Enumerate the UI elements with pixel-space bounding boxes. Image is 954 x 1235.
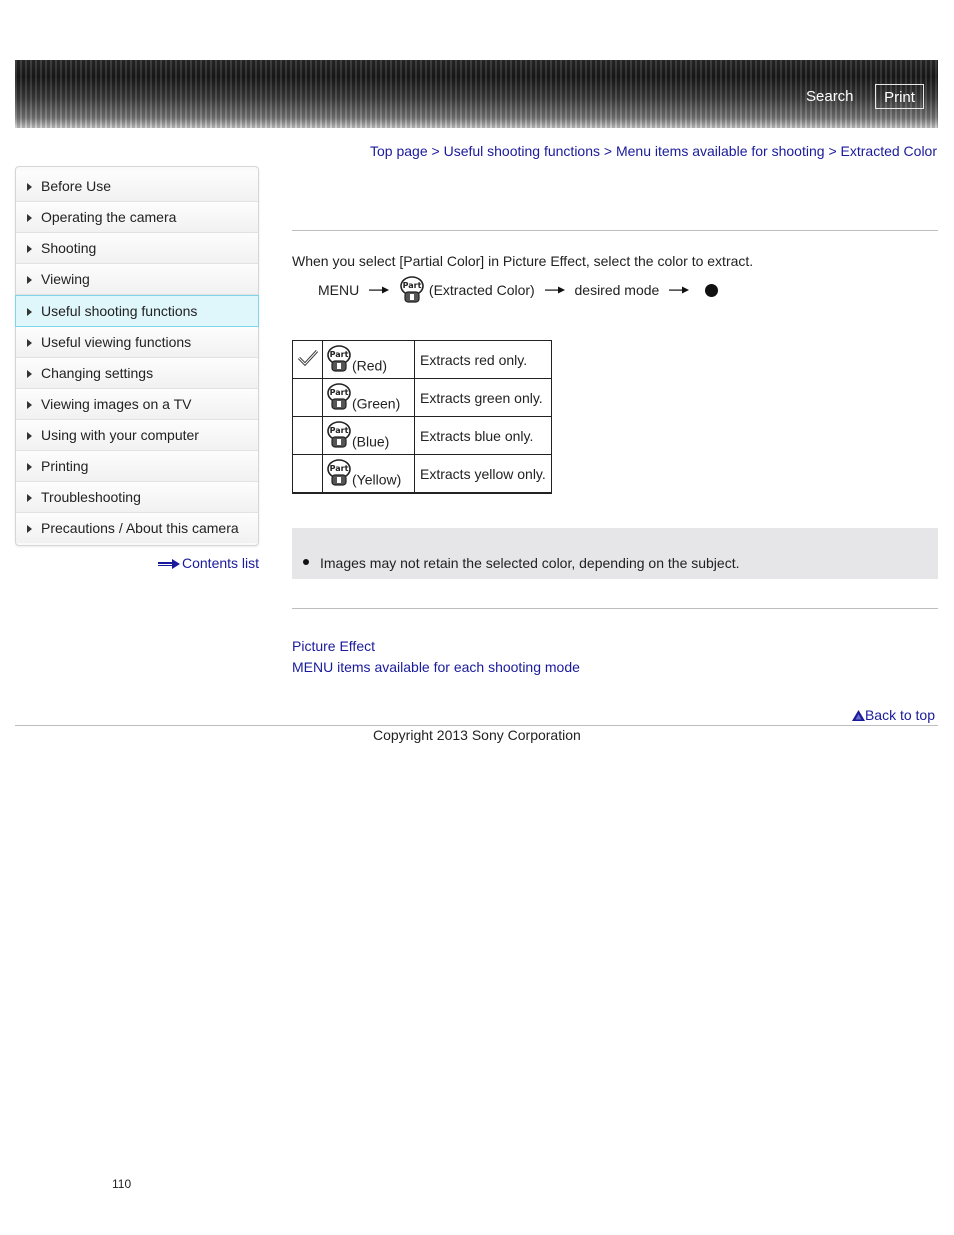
nav-arrow-icon	[27, 463, 32, 471]
sidebar-item-label: Changing settings	[41, 365, 154, 381]
related-link-picture-effect[interactable]: Picture Effect	[292, 638, 376, 654]
sidebar-item-operating[interactable]	[16, 202, 258, 233]
nav-arrow-icon	[27, 308, 32, 316]
default-mark-cell	[293, 455, 323, 494]
table-row	[293, 379, 552, 417]
sidebar-item-before-use[interactable]	[16, 171, 258, 202]
sidebar-item-viewing[interactable]	[16, 264, 258, 295]
sidebar-item-viewing-tv[interactable]	[16, 389, 258, 420]
intro-text: When you select [Partial Color] in Picture Effect, select the color to extract.	[292, 253, 754, 269]
sidebar-item-computer[interactable]	[16, 420, 258, 451]
mode-desc-cell: Extracts blue only.	[415, 417, 552, 455]
part-color-icon	[326, 459, 352, 487]
page-number: 110	[112, 1177, 132, 1191]
breadcrumb-separator: >	[828, 143, 837, 159]
nav-arrow-icon	[27, 494, 32, 502]
mode-desc-cell: Extracts red only.	[415, 341, 552, 379]
sidebar-item-printing[interactable]	[16, 451, 258, 482]
sidebar-item-useful-shooting[interactable]	[15, 295, 259, 327]
part-color-icon	[326, 421, 352, 449]
svg-text:Part: Part	[329, 388, 349, 398]
svg-text:Part: Part	[329, 464, 349, 474]
breadcrumb-separator: >	[431, 143, 440, 159]
menu-label: MENU	[318, 282, 360, 298]
menu-steps	[318, 276, 718, 316]
sidebar-item-label: Using with your computer	[41, 427, 199, 443]
execute-dot-icon	[705, 284, 718, 297]
sidebar-item-label: Useful viewing functions	[41, 334, 192, 350]
sidebar-item-label: Printing	[41, 458, 89, 474]
contents-list-link[interactable]	[158, 555, 259, 571]
mode-name: (Blue)	[352, 433, 390, 450]
copyright: Copyright 2013 Sony Corporation	[373, 727, 581, 743]
nav-arrow-icon	[27, 214, 32, 222]
bullet-icon	[303, 559, 309, 565]
contents-list-label: Contents list	[182, 555, 260, 571]
right-arrow-icon	[669, 286, 689, 294]
extracted-color-label: (Extracted Color)	[428, 282, 535, 298]
breadcrumb-top-page[interactable]: Top page	[370, 143, 428, 159]
mode-name: (Red)	[352, 357, 388, 374]
table-row	[293, 417, 552, 455]
sidebar-item-label: Before Use	[41, 178, 112, 194]
table-row	[293, 455, 552, 494]
nav-arrow-icon	[27, 401, 32, 409]
svg-text:Part: Part	[329, 426, 349, 436]
breadcrumb-useful-shooting[interactable]: Useful shooting functions	[443, 143, 601, 159]
nav-arrow-icon	[27, 339, 32, 347]
part-color-icon	[326, 383, 352, 411]
contents-list-arrow-icon	[158, 559, 180, 569]
sidebar-item-label: Viewing images on a TV	[41, 396, 192, 412]
nav-arrow-icon	[27, 183, 32, 191]
mode-name-cell	[323, 341, 415, 379]
sidebar-item-changing-settings[interactable]	[16, 358, 258, 389]
desired-mode-label: desired mode	[574, 282, 660, 298]
right-arrow-icon	[545, 286, 565, 294]
sidebar-item-label: Operating the camera	[41, 209, 177, 225]
back-to-top-link[interactable]	[852, 707, 935, 723]
mode-name-cell	[323, 417, 415, 455]
title-divider	[292, 230, 938, 231]
search-button[interactable]: Search	[806, 88, 854, 105]
nav-arrow-icon	[27, 276, 32, 284]
sidebar-item-shooting[interactable]	[16, 233, 258, 264]
breadcrumb-menu-items[interactable]: Menu items available for shooting	[615, 143, 825, 159]
table-row	[293, 341, 552, 379]
sidebar-item-label: Viewing	[41, 271, 90, 287]
mode-name: (Yellow)	[352, 471, 402, 488]
related-link-menu-items[interactable]: MENU items available for each shooting mode	[292, 659, 580, 675]
sidebar-item-label: Troubleshooting	[41, 489, 141, 505]
header-bar	[15, 60, 938, 128]
footer-divider	[15, 725, 938, 726]
svg-text:Part: Part	[402, 281, 422, 290]
breadcrumb-extracted-color[interactable]: Extracted Color	[840, 143, 937, 159]
nav-arrow-icon	[27, 370, 32, 378]
svg-text:Part: Part	[329, 350, 349, 360]
checkmark-icon	[297, 349, 319, 367]
print-button[interactable]: Print	[875, 84, 924, 109]
default-mark-cell	[293, 341, 323, 379]
part-color-icon	[399, 276, 425, 304]
default-mark-cell	[293, 379, 323, 417]
nav-arrow-icon	[27, 245, 32, 253]
nav-arrow-icon	[27, 432, 32, 440]
sidebar-item-useful-viewing[interactable]	[16, 327, 258, 358]
back-to-top-label: Back to top	[864, 707, 935, 723]
note-box	[292, 528, 938, 579]
sidebar-item-label: Precautions / About this camera	[41, 520, 239, 536]
mode-name-cell	[323, 379, 415, 417]
mode-name-cell	[323, 455, 415, 494]
sidebar-item-precautions[interactable]	[16, 513, 258, 543]
default-mark-cell	[293, 417, 323, 455]
sidebar-item-label: Useful shooting functions	[41, 303, 198, 319]
mode-desc-cell: Extracts yellow only.	[415, 455, 552, 494]
mode-desc-cell: Extracts green only.	[415, 379, 552, 417]
mode-name: (Green)	[352, 395, 401, 412]
right-arrow-icon	[369, 286, 389, 294]
related-divider	[292, 608, 938, 609]
sidebar-item-troubleshooting[interactable]	[16, 482, 258, 513]
sidebar-nav	[15, 166, 259, 546]
back-to-top-icon	[852, 710, 865, 721]
note-text: Images may not retain the selected color, depending on the subject.	[320, 555, 740, 571]
nav-arrow-icon	[27, 525, 32, 533]
sidebar-item-label: Shooting	[41, 240, 97, 256]
breadcrumb	[370, 143, 937, 159]
breadcrumb-separator: >	[603, 143, 613, 159]
mode-table	[292, 340, 552, 494]
part-color-icon	[326, 345, 352, 373]
